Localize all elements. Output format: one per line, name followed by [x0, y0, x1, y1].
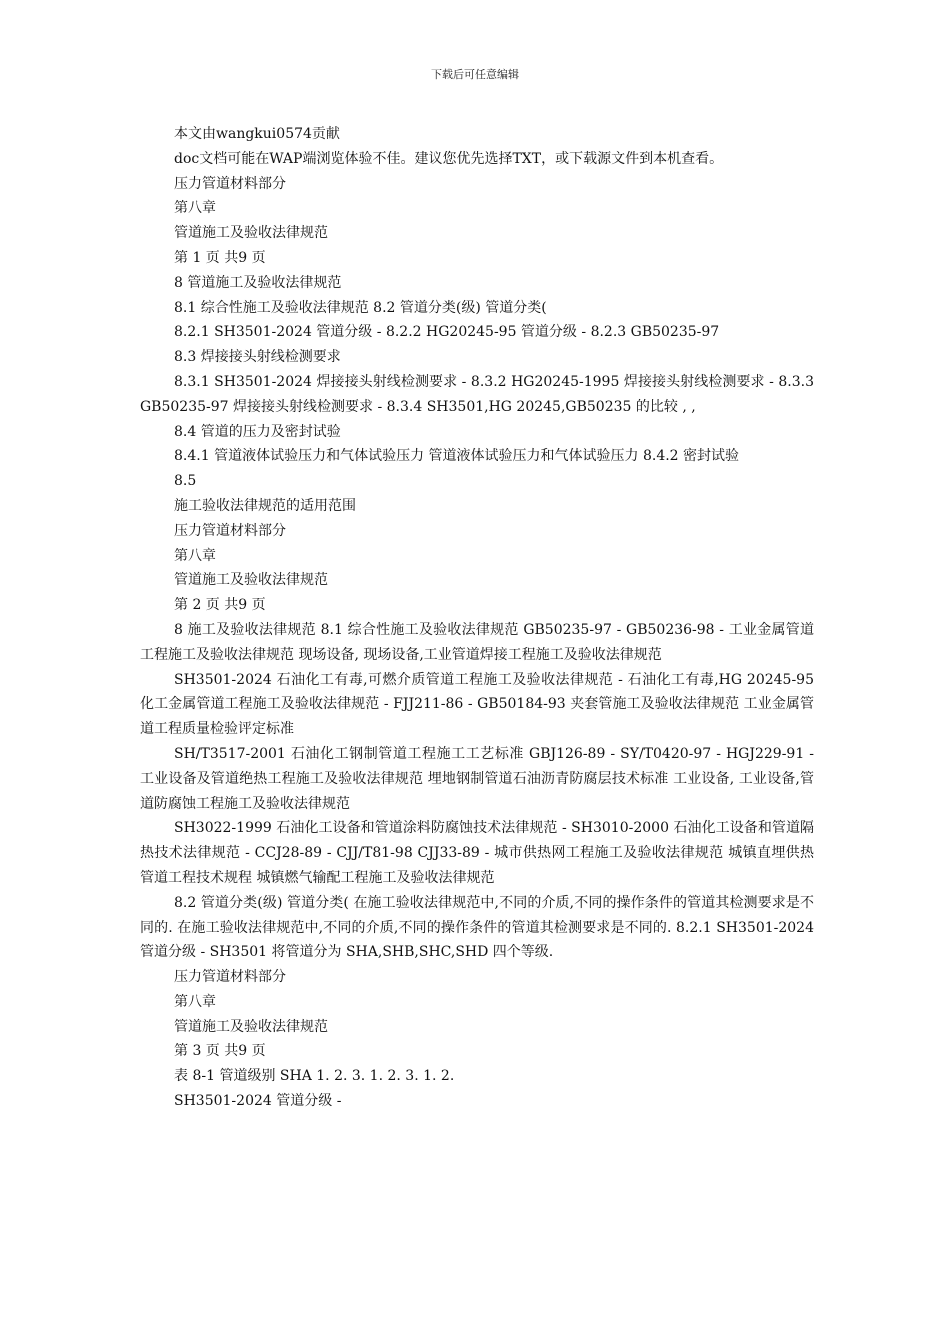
text-line: 压力管道材料部分	[174, 175, 286, 192]
text-paragraph: 8 施工及验收法律规范 8.1 综合性施工及验收法律规范 GB50235-97 - GB50236-98 - 工业金属管道工程施工及验收法律规范 现场设备, 现场设备,工业管道焊接工程施工及验收法律规范	[140, 621, 814, 663]
text-line: 第 3 页 共9 页	[174, 1043, 266, 1060]
text-line: 第 1 页 共9 页	[174, 249, 266, 266]
text-line: 管道施工及验收法律规范	[174, 1018, 328, 1035]
text-line: 压力管道材料部分	[174, 522, 286, 539]
text-line: 8.4 管道的压力及密封试验	[174, 423, 341, 440]
text-line: 8.3 焊接接头射线检测要求	[174, 349, 341, 366]
text-paragraph: SH3501-2024 石油化工有毒,可燃介质管道工程施工及验收法律规范 - 石油化工有毒,HG 20245-95 化工金属管道工程施工及验收法律规范 - FJJ211-86 - GB50184-93 夹套管施工及验收法律规范 工业金属管道工程质量检验评定标准	[140, 671, 814, 738]
text-line: 管道施工及验收法律规范	[174, 572, 328, 589]
text-line: 第八章	[174, 200, 216, 217]
text-line: 8.2.1 SH3501-2024 管道分级 - 8.2.2 HG20245-95 管道分级 - 8.2.3 GB50235-97	[174, 324, 720, 341]
document-body	[140, 122, 814, 1114]
text-line: 第 2 页 共9 页	[174, 597, 266, 614]
text-paragraph: 8.4.1 管道液体试验压力和气体试验压力 管道液体试验压力和气体试验压力 8.4.2 密封试验	[174, 448, 740, 465]
text-line: doc文档可能在WAP端浏览体验不佳。建议您优先选择TXT，或下载源文件到本机查看。	[174, 150, 724, 167]
page-header: 下载后可任意编辑	[431, 68, 519, 81]
text-line: 表 8-1 管道级别 SHA 1. 2. 3. 1. 2. 3. 1. 2.	[174, 1068, 455, 1085]
text-paragraph: 8.2 管道分类(级) 管道分类( 在施工验收法律规范中,不同的介质,不同的操作条件的管道其检测要求是不同的. 在施工验收法律规范中,不同的介质,不同的操作条件的管道其检测要求是不同的. 8.2.1 SH3501-2024 管道分级 - SH3501 将管道分为 SHA,SHB,SHC,SHD 四个等级.	[140, 894, 814, 961]
text-line: 施工验收法律规范的适用范围	[174, 497, 356, 514]
text-line: 第八章	[174, 993, 216, 1010]
text-paragraph: 8.3.1 SH3501-2024 焊接接头射线检测要求 - 8.3.2 HG20245-1995 焊接接头射线检测要求 - 8.3.3 GB50235-97 焊接接头射线检测要求 - 8.3.4 SH3501,HG 20245,GB50235 的比较 , ,	[140, 373, 814, 415]
text-line: 本文由wangkui0574贡献	[174, 126, 340, 142]
text-line: 第八章	[174, 547, 216, 564]
text-paragraph: SH3022-1999 石油化工设备和管道涂料防腐蚀技术法律规范 - SH3010-2000 石油化工设备和管道隔热技术法律规范 - CCJ28-89 - CJJ/T81-98 CJJ33-89 - 城市供热网工程施工及验收法律规范 城镇直埋供热管道工程技术规程 城镇燃气输配工程施工及验收法律规范	[140, 820, 814, 886]
text-line: 管道施工及验收法律规范	[174, 225, 328, 242]
text-line: 8 管道施工及验收法律规范	[174, 274, 342, 291]
text-line: 8.5	[174, 473, 197, 490]
text-paragraph: SH/T3517-2001 石油化工钢制管道工程施工工艺标准 GBJ126-89 - SY/T0420-97 - HGJ229-91 - 工业设备及管道绝热工程施工及验收法律规范 埋地钢制管道石油沥青防腐层技术标准 工业设备, 工业设备,管道防腐蚀工程施工及验收法律规范	[140, 745, 814, 812]
text-line: SH3501-2024 管道分级 -	[174, 1093, 342, 1110]
text-line: 压力管道材料部分	[174, 969, 286, 986]
text-line: 8.1 综合性施工及验收法律规范 8.2 管道分类(级) 管道分类(	[174, 299, 547, 316]
